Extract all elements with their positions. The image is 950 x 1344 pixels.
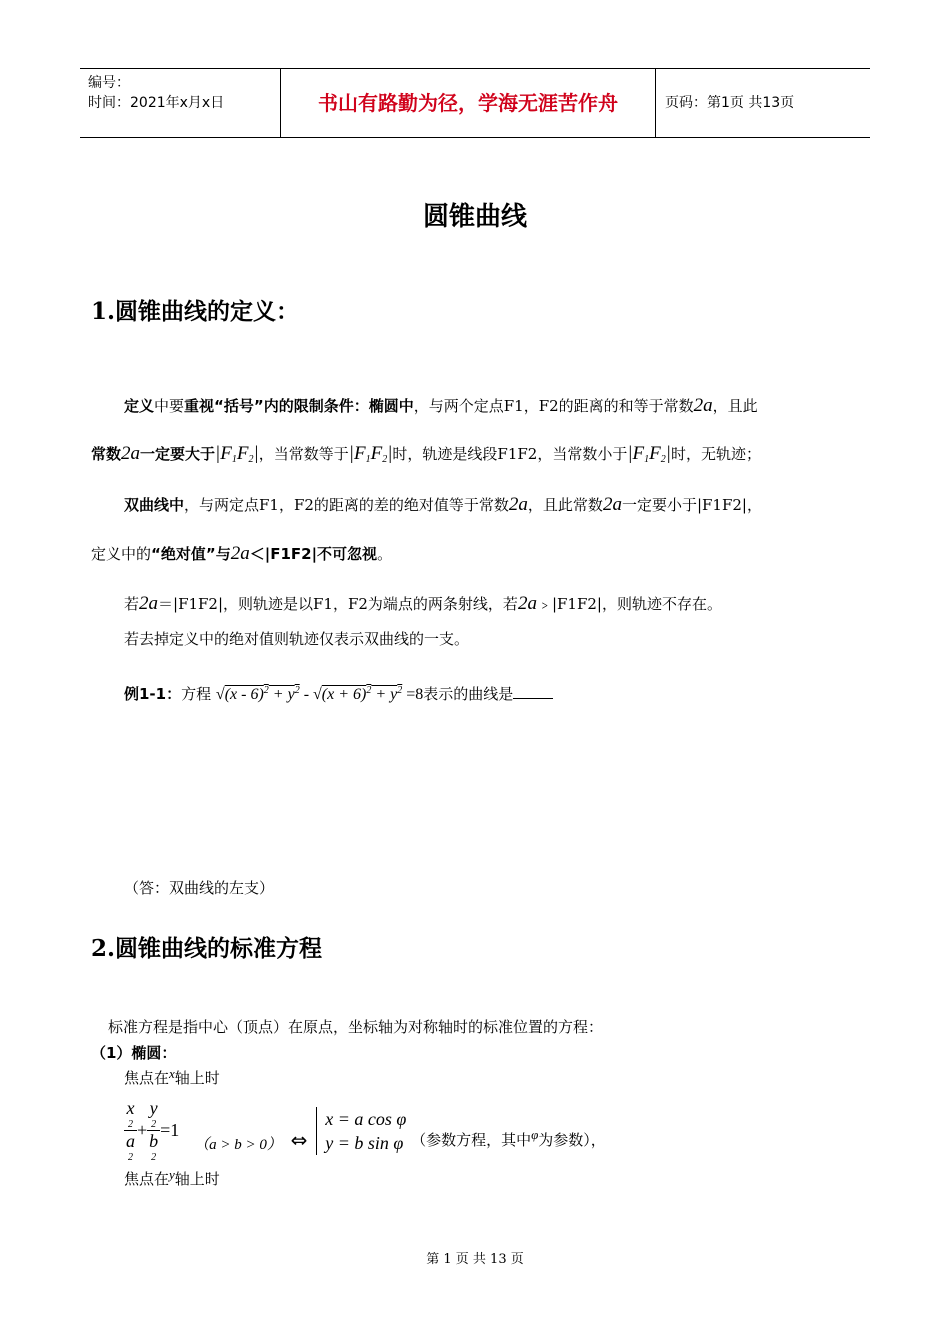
math-2a: 2a — [121, 443, 141, 464]
param-y: y = b sin φ — [325, 1132, 404, 1153]
document-title: 圆锥曲线 — [422, 202, 527, 232]
fraction-x: x 2 a 2 — [126, 1098, 135, 1163]
time-label: 时间：2021年x月x日 — [88, 95, 225, 111]
motto: 书山有路勤为径，学海无涯苦作舟 — [280, 69, 656, 137]
example-1-1 — [124, 683, 553, 704]
text: ，且此 — [712, 397, 758, 415]
equivalence-arrow: ⇔ — [290, 1128, 308, 1152]
math-2a: 2a — [230, 543, 250, 564]
answer-blank — [513, 698, 553, 699]
text: ，与两定点F1，F2的距离的差的绝对值等于常数 — [184, 496, 509, 514]
text: ，与两个定点F1，F2的距离的和等于常数 — [413, 397, 694, 415]
abs-F1F2: $|F_1F_2|$ — [348, 443, 393, 465]
text: 轴上时 — [174, 1170, 220, 1188]
ellipse-equation: x 2 a 2 + y 2 b 2 =1 （a > b > 0） ⇔ x = a cos φ y = b sin φ （参数方程，其中φ为参数）， — [126, 1098, 606, 1163]
definition-line-2 — [91, 443, 761, 465]
text: 常数 — [91, 445, 122, 463]
header-meta — [80, 69, 280, 137]
text: 重视“括号”内的限制条件：椭圆中 — [184, 397, 414, 415]
math-2a: 2a — [693, 395, 713, 416]
text: 焦点在 — [124, 1069, 170, 1087]
abs-F1F2: $|F_1F_2|$ — [215, 443, 259, 465]
math-2a: 2a — [508, 494, 528, 515]
text: ＜|F1F2|不可忽视 — [249, 545, 378, 563]
text: 时，轨迹是线段F1F2，当常数小于 — [392, 445, 628, 463]
ellipse-label: （1）椭圆： — [91, 1044, 177, 1062]
page-footer: 第 1 页 共 13 页 — [426, 1252, 524, 1267]
number-label: 编号： — [88, 75, 130, 91]
var-x: x — [169, 1066, 175, 1081]
definition-line-6: 若去掉定义中的绝对值则轨迹仅表示双曲线的一支。 — [124, 630, 470, 648]
text: 。 — [377, 545, 393, 563]
phi-symbol: φ — [531, 1127, 539, 1142]
text: 时，无轨迹； — [671, 445, 762, 463]
text: 轴上时 — [174, 1069, 220, 1087]
text: 双曲线中 — [124, 496, 185, 514]
focus-x-line — [124, 1066, 220, 1088]
math-2a: 2a — [139, 593, 159, 614]
text: 一定要小于|F1F2|， — [621, 496, 762, 514]
page-header — [80, 68, 870, 138]
text: “绝对值”与 — [151, 545, 231, 563]
text: ，且此常数 — [527, 496, 603, 514]
fraction-y: y 2 b 2 — [149, 1098, 159, 1163]
example-equation: $√(x - 6)^2 + y^2 - √(x + 6)^2 + y^2 =8$ — [215, 685, 424, 703]
text: 中要 — [154, 397, 185, 415]
standard-form-intro: 标准方程是指中心（顶点）在原点，坐标轴为对称轴时的标准位置的方程： — [108, 1018, 604, 1036]
definition-line-1 — [124, 395, 758, 417]
text: ﹥|F1F2|，则轨迹不存在。 — [536, 595, 722, 613]
text: 定义中的 — [91, 545, 152, 563]
example-label: 例1-1： — [124, 685, 182, 703]
text: （参数方程，其中 — [411, 1131, 532, 1149]
var-y: y — [169, 1167, 175, 1182]
example-answer: （答：双曲线的左支） — [124, 879, 275, 897]
text: 为参数）， — [538, 1131, 606, 1149]
parametric-system — [316, 1107, 406, 1155]
text: ，当常数等于 — [258, 445, 349, 463]
text: 表示的曲线是 — [423, 685, 514, 703]
text: 焦点在 — [124, 1170, 170, 1188]
math-2a: 2a — [517, 593, 537, 614]
section1-heading: 1.圆锥曲线的定义： — [91, 298, 300, 325]
text: 若 — [124, 595, 140, 613]
ellipse-condition: a > b > 0 — [209, 1137, 267, 1153]
math-2a: 2a — [602, 494, 622, 515]
eq-const: =8 — [406, 686, 424, 703]
definition-line-4 — [91, 543, 392, 565]
definition-line-5 — [124, 593, 722, 615]
section2-heading: 2.圆锥曲线的标准方程 — [91, 935, 323, 962]
abs-F1F2: $|F_1F_2|$ — [627, 443, 672, 465]
text: 一定要大于 — [140, 445, 216, 463]
text: 定义 — [124, 397, 155, 415]
definition-line-3 — [124, 494, 762, 516]
focus-y-line — [124, 1167, 220, 1189]
text: 方程 — [181, 685, 212, 703]
param-x: x = a cos φ — [325, 1108, 407, 1129]
text: ＝|F1F2|，则轨迹是以F1，F2为端点的两条射线，若 — [158, 595, 518, 613]
page-info: 页码：第1页 共13页 — [665, 95, 795, 111]
